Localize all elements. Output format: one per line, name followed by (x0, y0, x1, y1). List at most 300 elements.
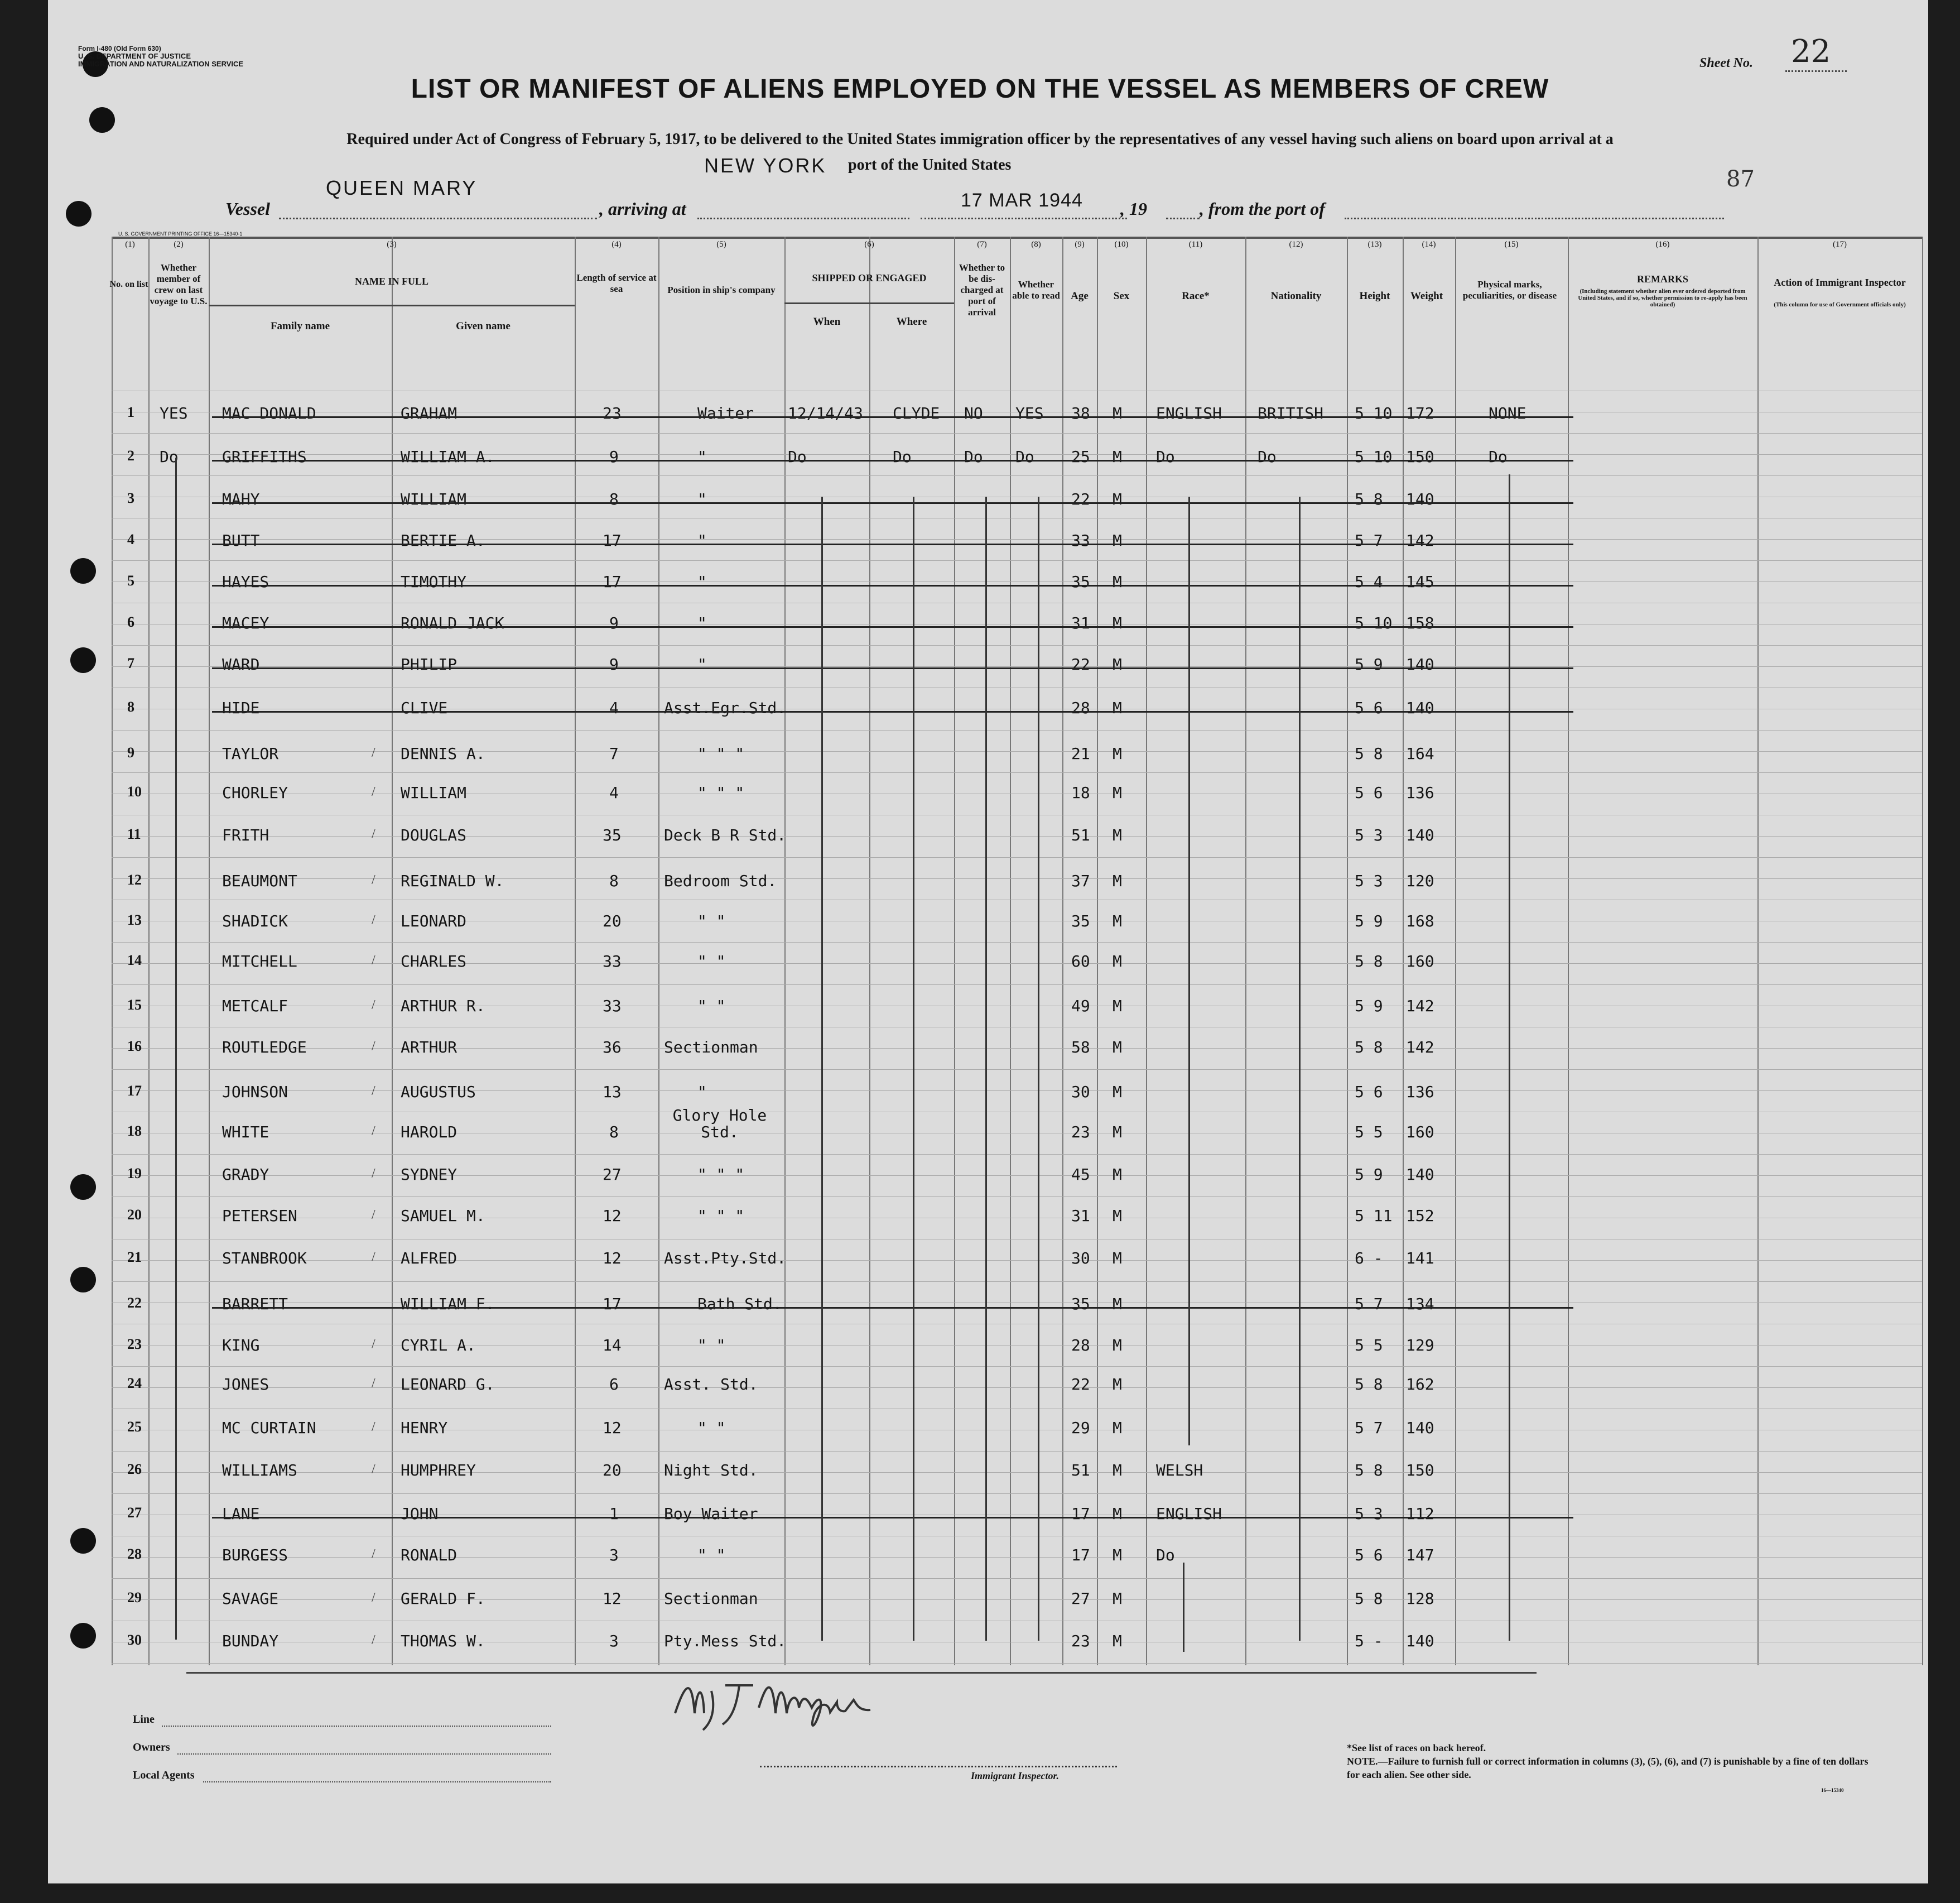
cell-length: 20 (603, 912, 622, 930)
cell-family: HAYES (222, 573, 269, 591)
cell-family: BEAUMONT (222, 872, 297, 890)
cell-position: " (697, 1083, 707, 1101)
row-number: 12 (127, 872, 142, 888)
check-mark: / (372, 1166, 375, 1181)
cell-age: 35 (1071, 573, 1090, 591)
cell-ht: 5 9 (1355, 912, 1383, 930)
port-value: NEW YORK (704, 154, 827, 177)
cell-age: 45 (1071, 1165, 1090, 1184)
cell-age: 17 (1071, 1546, 1090, 1564)
column-number: (3) (387, 240, 397, 249)
cell-family: BUTT (222, 531, 260, 550)
cell-when: Do (788, 448, 807, 466)
cell-ht: 5 3 (1355, 826, 1383, 844)
cell-member: Do (160, 448, 179, 466)
cell-length: 17 (603, 573, 622, 591)
cell-wt: 150 (1406, 448, 1434, 466)
cell-wt: 136 (1406, 784, 1434, 802)
row-number: 20 (127, 1207, 142, 1223)
col-header-action-note: (This column for use of Government officials only) (1774, 301, 1906, 308)
col-header-height: Height (1359, 290, 1390, 302)
cell-sex: M (1113, 872, 1122, 890)
cell-given: CYRIL A. (401, 1336, 476, 1354)
cell-length: 3 (609, 1632, 619, 1650)
column-number: (9) (1075, 240, 1085, 249)
row-number: 8 (127, 699, 134, 715)
column-number: (4) (611, 240, 622, 249)
col-header-given: Given name (456, 320, 511, 332)
cell-age: 35 (1071, 912, 1090, 930)
cell-sex: M (1113, 1295, 1122, 1313)
cell-family: WARD (222, 655, 260, 674)
cell-ht: 5 9 (1355, 655, 1383, 674)
cell-position: " " (697, 1419, 726, 1437)
cell-ht: 5 6 (1355, 1083, 1383, 1101)
col-header-race: Race* (1182, 290, 1210, 302)
cell-disch: Do (964, 448, 983, 466)
column-number: (12) (1289, 240, 1303, 249)
col-header-nationality: Nationality (1270, 290, 1322, 302)
cell-family: ROUTLEDGE (222, 1038, 307, 1056)
cell-given: CHARLES (401, 952, 467, 970)
cell-given: TIMOTHY (401, 573, 467, 591)
cell-age: 22 (1071, 490, 1090, 508)
cell-sex: M (1113, 1419, 1122, 1437)
cell-length: 36 (603, 1038, 622, 1056)
row-number: 27 (127, 1505, 142, 1521)
strikethrough-line (212, 1307, 1573, 1309)
cell-sex: M (1113, 531, 1122, 550)
cell-ht: 5 4 (1355, 573, 1383, 591)
cell-family: STANBROOK (222, 1249, 307, 1267)
page-title: LIST OR MANIFEST OF ALIENS EMPLOYED ON THE VESSEL AS MEMBERS OF CREW (411, 74, 1549, 104)
cell-race: WELSH (1156, 1461, 1203, 1479)
cell-race: ENGLISH (1156, 1505, 1222, 1523)
cell-age: 27 (1071, 1589, 1090, 1608)
cell-ht: 5 6 (1355, 1546, 1383, 1564)
cell-length: 3 (609, 1546, 619, 1564)
cell-position: " " (697, 997, 726, 1015)
cell-wt: 142 (1406, 1038, 1434, 1056)
cell-sex: M (1113, 573, 1122, 591)
cell-position: Sectionman (664, 1589, 758, 1608)
local-agents-label: Local Agents (133, 1769, 195, 1781)
column-number: (17) (1833, 240, 1847, 249)
cell-length: 33 (603, 952, 622, 970)
cell-position: Bath Std. (697, 1295, 782, 1313)
cell-given: HENRY (401, 1419, 448, 1437)
cell-sex: M (1113, 614, 1122, 632)
cell-length: 4 (609, 699, 619, 717)
cell-ht: 5 6 (1355, 699, 1383, 717)
row-number: 17 (127, 1083, 142, 1099)
cell-position: Deck B R Std. (664, 826, 787, 844)
cell-wt: 112 (1406, 1505, 1434, 1523)
cell-wt: 162 (1406, 1375, 1434, 1393)
cell-disch: NO (964, 404, 983, 422)
row-number: 10 (127, 784, 142, 800)
cell-ht: 5 9 (1355, 997, 1383, 1015)
cell-wt: 136 (1406, 1083, 1434, 1101)
strikethrough-line (212, 416, 1573, 418)
port-label: port of the United States (848, 156, 1012, 174)
cell-ht: 5 9 (1355, 1165, 1383, 1184)
cell-family: GRADY (222, 1165, 269, 1184)
column-number: (13) (1367, 240, 1382, 249)
check-mark: / (372, 746, 375, 760)
cell-position: Waiter (697, 404, 754, 422)
inspector-signature (670, 1669, 948, 1736)
col-header-length: Length of service at sea (576, 272, 657, 294)
row-number: 22 (127, 1295, 142, 1311)
cell-read: Do (1015, 448, 1034, 466)
cell-sex: M (1113, 1461, 1122, 1479)
cell-length: 9 (609, 655, 619, 674)
row-number: 21 (127, 1249, 142, 1265)
cell-family: BARRETT (222, 1295, 288, 1313)
cell-wt: 129 (1406, 1336, 1434, 1354)
cell-sex: M (1113, 404, 1122, 422)
cell-given: SYDNEY (401, 1165, 458, 1184)
column-number: (10) (1114, 240, 1129, 249)
cell-position: " " " (697, 1207, 745, 1225)
cell-where: Do (893, 448, 912, 466)
row-number: 19 (127, 1165, 142, 1181)
cell-length: 8 (609, 490, 619, 508)
cell-family: CHORLEY (222, 784, 288, 802)
cell-length: 20 (603, 1461, 622, 1479)
cell-phys: NONE (1489, 404, 1526, 422)
cell-length: 12 (603, 1589, 622, 1608)
penalty-note: NOTE.—Failure to furnish full or correct information in columns (3), (5), (6), and (7) is punishable by a fine of ten dollars for each alien. See other side. (1347, 1756, 1868, 1780)
cell-length: 33 (603, 997, 622, 1015)
cell-given: WILLIAM (401, 784, 467, 802)
row-number: 4 (127, 531, 134, 547)
cell-family: WILLIAMS (222, 1461, 297, 1479)
cell-given: GERALD F. (401, 1589, 485, 1608)
cell-position: " (697, 655, 707, 674)
check-mark: / (372, 827, 375, 842)
row-number: 2 (127, 448, 134, 464)
cell-ht: 5 7 (1355, 1419, 1383, 1437)
row-number: 11 (127, 826, 141, 842)
cell-length: 17 (603, 531, 622, 550)
cell-position: " " " (697, 1165, 745, 1184)
cell-length: 23 (603, 404, 622, 422)
row-number: 5 (127, 573, 134, 589)
cell-age: 17 (1071, 1505, 1090, 1523)
cell-wt: 128 (1406, 1589, 1434, 1608)
cell-ht: 5 8 (1355, 744, 1383, 763)
check-mark: / (372, 1124, 375, 1138)
line-label: Line (133, 1713, 155, 1726)
check-mark: / (372, 1376, 375, 1391)
stamp-number: 87 (1726, 166, 1755, 192)
cell-wt: 140 (1406, 826, 1434, 844)
cell-race: Do (1156, 1546, 1175, 1564)
cell-age: 49 (1071, 997, 1090, 1015)
cell-given: DOUGLAS (401, 826, 467, 844)
cell-family: BURGESS (222, 1546, 288, 1564)
cell-ht: 5 7 (1355, 1295, 1383, 1313)
cell-position: " " " (697, 744, 745, 763)
col-header-weight: Weight (1410, 290, 1443, 302)
binder-hole (70, 1623, 96, 1649)
cell-age: 51 (1071, 1461, 1090, 1479)
cell-sex: M (1113, 744, 1122, 763)
cell-given: PHILIP (401, 655, 458, 674)
row-number: 25 (127, 1419, 142, 1435)
cell-wt: 158 (1406, 614, 1434, 632)
column-number: (11) (1188, 240, 1203, 249)
cell-length: 9 (609, 614, 619, 632)
cell-read: YES (1015, 404, 1044, 422)
row-number: 13 (127, 912, 142, 928)
cell-age: 28 (1071, 1336, 1090, 1354)
cell-position: " " (697, 1546, 726, 1564)
cell-age: 18 (1071, 784, 1090, 802)
cell-position: " (697, 573, 707, 591)
cell-sex: M (1113, 1375, 1122, 1393)
column-number: (1) (125, 240, 135, 249)
cell-wt: 142 (1406, 997, 1434, 1015)
form-number: Form I-480 (Old Form 630) (78, 45, 161, 52)
cell-ht: 5 8 (1355, 1038, 1383, 1056)
cell-length: 12 (603, 1207, 622, 1225)
cell-position: " (697, 614, 707, 632)
cell-family: HIDE (222, 699, 260, 717)
column-number: (14) (1422, 240, 1436, 249)
cell-race: Do (1156, 448, 1175, 466)
cell-age: 60 (1071, 952, 1090, 970)
cell-length: 14 (603, 1336, 622, 1354)
column-number: (2) (174, 240, 184, 249)
strikethrough-line (212, 667, 1573, 669)
row-number: 3 (127, 490, 134, 506)
check-mark: / (372, 1547, 375, 1561)
sheet-number: 22 (1791, 33, 1831, 70)
cell-wt: 140 (1406, 490, 1434, 508)
strikethrough-line (212, 626, 1573, 628)
row-number: 16 (127, 1038, 142, 1054)
cell-sex: M (1113, 1123, 1122, 1141)
cell-length: 27 (603, 1165, 622, 1184)
cell-given: CLIVE (401, 699, 448, 717)
cell-sex: M (1113, 1249, 1122, 1267)
column-number: (15) (1504, 240, 1519, 249)
cell-wt: 152 (1406, 1207, 1434, 1225)
cell-given: RONALD JACK (401, 614, 504, 632)
cell-family: JOHNSON (222, 1083, 288, 1101)
strikethrough-line (212, 544, 1573, 545)
cell-family: MC CURTAIN (222, 1419, 316, 1437)
cell-sex: M (1113, 1336, 1122, 1354)
col-header-age: Age (1071, 290, 1089, 302)
cell-position: Sectionman (664, 1038, 758, 1056)
cell-sex: M (1113, 1632, 1122, 1650)
binder-hole (66, 201, 92, 227)
cell-sex: M (1113, 655, 1122, 674)
column-number: (5) (716, 240, 726, 249)
cell-sex: M (1113, 997, 1122, 1015)
cell-length: 4 (609, 784, 619, 802)
row-number: 28 (127, 1546, 142, 1562)
cell-wt: 160 (1406, 1123, 1434, 1141)
cell-family: GRIFFITHS (222, 448, 307, 466)
cell-ht: 5 8 (1355, 1375, 1383, 1393)
column-number: (7) (977, 240, 987, 249)
cell-wt: 150 (1406, 1461, 1434, 1479)
row-number: 1 (127, 404, 134, 420)
binder-hole (89, 107, 115, 133)
cell-given: HAROLD (401, 1123, 458, 1141)
vessel-label: Vessel (225, 199, 270, 219)
check-mark: / (372, 785, 375, 799)
cell-length: 8 (609, 872, 619, 890)
cell-sex: M (1113, 1207, 1122, 1225)
cell-age: 58 (1071, 1038, 1090, 1056)
check-mark: / (372, 1208, 375, 1222)
col-header-sex: Sex (1113, 290, 1130, 302)
col-header-remarks-note: (Including statement whether alien ever ordered deported from United States, and if so, whether permission to re-apply has been obtained) (1578, 288, 1747, 308)
cell-position: Glory Hole Std. (672, 1106, 767, 1141)
owners-label: Owners (133, 1741, 170, 1753)
cell-family: BUNDAY (222, 1632, 279, 1650)
form-code: 16—15340 (1821, 1787, 1844, 1793)
cell-given: HUMPHREY (401, 1461, 476, 1479)
cell-given: WILLIAM A. (401, 448, 495, 466)
cell-member: YES (160, 404, 188, 422)
check-mark: / (372, 913, 375, 928)
column-number: (6) (864, 240, 874, 249)
strikethrough-line (212, 1517, 1573, 1518)
cell-length: 6 (609, 1375, 619, 1393)
cell-family: JONES (222, 1375, 269, 1393)
cell-age: 33 (1071, 531, 1090, 550)
cell-wt: 172 (1406, 404, 1434, 422)
strikethrough-line (212, 585, 1573, 587)
cell-age: 30 (1071, 1249, 1090, 1267)
cell-age: 23 (1071, 1123, 1090, 1141)
cell-given: WILLIAM (401, 490, 467, 508)
cell-given: GRAHAM (401, 404, 458, 422)
cell-age: 28 (1071, 699, 1090, 717)
cell-position: " (697, 531, 707, 550)
row-number: 24 (127, 1375, 142, 1391)
check-mark: / (372, 953, 375, 968)
cell-position: Pty.Mess Std. (664, 1632, 787, 1650)
cell-length: 35 (603, 826, 622, 844)
cell-family: MITCHELL (222, 952, 297, 970)
cell-ht: 5 5 (1355, 1123, 1383, 1141)
binder-hole (70, 558, 96, 584)
check-mark: / (372, 1633, 375, 1647)
cell-sex: M (1113, 784, 1122, 802)
cell-ht: 5 10 (1355, 448, 1393, 466)
cell-wt: 141 (1406, 1249, 1434, 1267)
cell-position: Bedroom Std. (664, 872, 777, 890)
strikethrough-line (212, 502, 1573, 504)
cell-wt: 140 (1406, 1165, 1434, 1184)
cell-race: ENGLISH (1156, 404, 1222, 422)
cell-sex: M (1113, 699, 1122, 717)
row-number: 29 (127, 1589, 142, 1606)
cell-family: PETERSEN (222, 1207, 297, 1225)
check-mark: / (372, 998, 375, 1012)
col-header-family: Family name (270, 320, 330, 332)
cell-position: Boy Waiter (664, 1505, 758, 1523)
cell-position: " " (697, 1336, 726, 1354)
cell-given: ARTHUR R. (401, 997, 485, 1015)
cell-family: LANE (222, 1505, 260, 1523)
gpo-line: U. S. GOVERNMENT PRINTING OFFICE 16—15340-1 (118, 231, 243, 237)
cell-ht: 5 8 (1355, 1461, 1383, 1479)
cell-wt: 160 (1406, 952, 1434, 970)
cell-wt: 140 (1406, 699, 1434, 717)
cell-length: 8 (609, 1123, 619, 1141)
year-label: , 19 (1120, 199, 1147, 219)
row-number: 6 (127, 614, 134, 630)
cell-given: RONALD (401, 1546, 458, 1564)
column-number: (8) (1031, 240, 1041, 249)
cell-sex: M (1113, 1038, 1122, 1056)
cell-length: 9 (609, 448, 619, 466)
column-number: (16) (1655, 240, 1670, 249)
check-mark: / (372, 873, 375, 887)
cell-age: 31 (1071, 614, 1090, 632)
arriving-label: , arriving at (599, 199, 686, 219)
cell-family: KING (222, 1336, 260, 1354)
cell-age: 25 (1071, 448, 1090, 466)
cell-position: " " " (697, 784, 745, 802)
row-number: 18 (127, 1123, 142, 1139)
cell-age: 37 (1071, 872, 1090, 890)
cell-length: 13 (603, 1083, 622, 1101)
cell-sex: M (1113, 1165, 1122, 1184)
cell-wt: 145 (1406, 573, 1434, 591)
cell-length: 1 (609, 1505, 619, 1523)
cell-sex: M (1113, 448, 1122, 466)
row-number: 30 (127, 1632, 142, 1648)
cell-sex: M (1113, 826, 1122, 844)
vessel-name: QUEEN MARY (326, 176, 478, 199)
cell-family: MAHY (222, 490, 260, 508)
strikethrough-line (212, 460, 1573, 462)
cell-position: Asst. Std. (664, 1375, 758, 1393)
cell-sex: M (1113, 1505, 1122, 1523)
binder-hole (70, 647, 96, 673)
col-header-action: Action of Immigrant Inspector (1774, 277, 1906, 288)
cell-where: CLYDE (893, 404, 940, 422)
service: IMMIGRATION AND NATURALIZATION SERVICE (78, 60, 244, 68)
row-number: 7 (127, 655, 134, 671)
cell-length: 12 (603, 1419, 622, 1437)
check-mark: / (372, 1039, 375, 1054)
check-mark: / (372, 1250, 375, 1265)
requirement-text: Required under Act of Congress of February 5, 1917, to be delivered to the United States immigration officer by the representatives of any vessel having such aliens on board upon arrival at a (346, 131, 1614, 148)
cell-wt: 147 (1406, 1546, 1434, 1564)
cell-age: 21 (1071, 744, 1090, 763)
cell-ht: 5 3 (1355, 1505, 1383, 1523)
cell-age: 35 (1071, 1295, 1090, 1313)
cell-age: 31 (1071, 1207, 1090, 1225)
cell-family: SHADICK (222, 912, 288, 930)
col-header-discharged: Whether to be dis-charged at port of arrival (959, 262, 1005, 318)
col-header-member: Whether member of crew on last voyage to U.S. (150, 262, 208, 306)
cell-position: " (697, 490, 707, 508)
cell-family: TAYLOR (222, 744, 279, 763)
cell-given: THOMAS W. (401, 1632, 485, 1650)
